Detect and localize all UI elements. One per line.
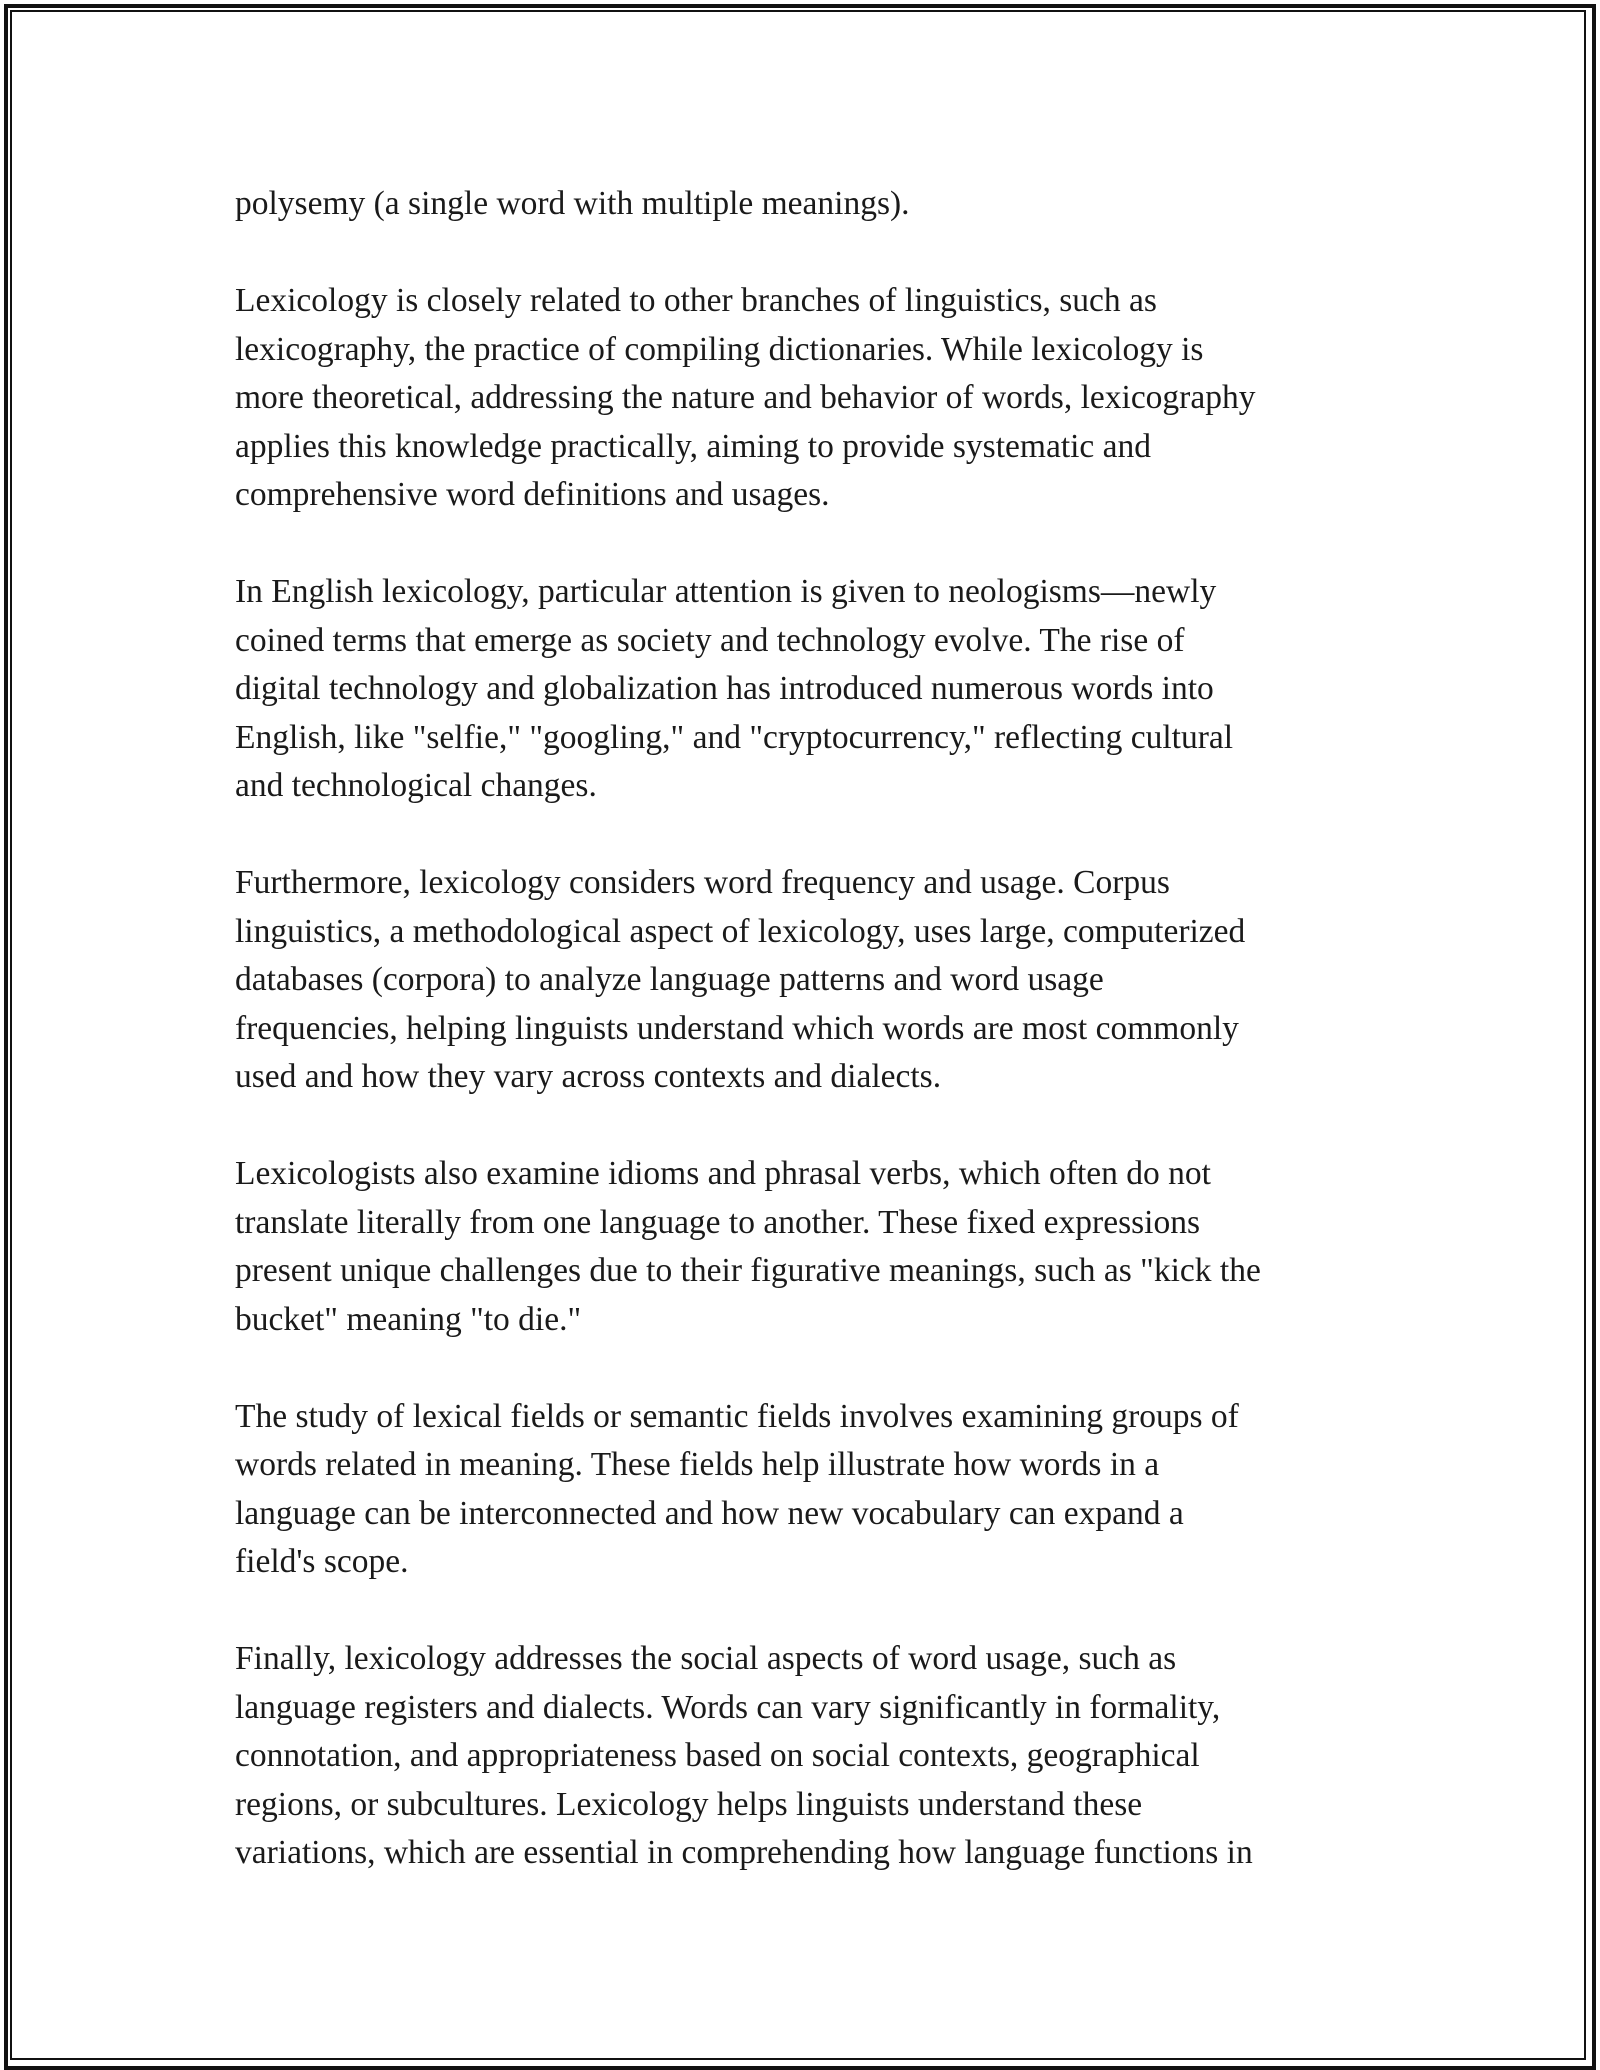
text-line: translate literally from one language to another. These fixed expressions (235, 1203, 1200, 1241)
text-line: comprehensive word definitions and usages. (235, 476, 830, 513)
text-line: Finally, lexicology addresses the social aspects of word usage, such as (235, 1640, 1177, 1677)
paragraph-corpus-linguistics (235, 859, 1385, 1102)
text-line: words related in meaning. These fields help illustrate how words in a (235, 1446, 1160, 1483)
text-line: coined terms that emerge as society and technology evolve. The rise of (235, 621, 1185, 659)
text-line: polysemy (a single word with multiple meanings). (235, 185, 910, 222)
text-line: lexicography, the practice of compiling dictionaries. While lexicology is (235, 330, 1204, 368)
text-line: field's scope. (235, 1543, 409, 1580)
text-line: and technological changes. (235, 767, 597, 804)
text-line: The study of lexical fields or semantic fields involves examining groups of (235, 1397, 1239, 1435)
text-line: language can be interconnected and how new vocabulary can expand a (235, 1494, 1184, 1532)
text-line: more theoretical, addressing the nature and behavior of words, lexicography (235, 379, 1256, 416)
document-body (235, 180, 1385, 1878)
text-line: databases (corpora) to analyze language patterns and word usage (235, 961, 1104, 998)
paragraph-idioms (235, 1150, 1385, 1344)
text-line: regions, or subcultures. Lexicology helps linguists understand these (235, 1785, 1143, 1823)
paragraph-semantic-fields (235, 1393, 1385, 1587)
text-line: Furthermore, lexicology considers word frequency and usage. Corpus (235, 864, 1170, 901)
paragraph-polysemy-end (235, 180, 1385, 229)
text-line: Lexicology is closely related to other branches of linguistics, such as (235, 282, 1157, 319)
text-line: Lexicologists also examine idioms and phrasal verbs, which often do not (235, 1155, 1211, 1192)
text-line: bucket" meaning "to die." (235, 1300, 582, 1338)
paragraph-social-aspects (235, 1635, 1385, 1878)
text-line: frequencies, helping linguists understand which words are most commonly (235, 1009, 1239, 1047)
paragraph-lexicography (235, 277, 1385, 520)
text-line: connotation, and appropriateness based on social contexts, geographical (235, 1737, 1200, 1774)
text-line: In English lexicology, particular attention is given to neologisms—newly (235, 573, 1217, 610)
paragraph-neologisms (235, 568, 1385, 811)
text-line: variations, which are essential in comprehending how language functions in (235, 1834, 1253, 1871)
text-line: used and how they vary across contexts and dialects. (235, 1058, 942, 1095)
text-line: English, like "selfie," "googling," and "cryptocurrency," reflecting cultural (235, 718, 1234, 756)
text-line: linguistics, a methodological aspect of lexicology, uses large, computerized (235, 912, 1246, 950)
text-line: applies this knowledge practically, aiming to provide systematic and (235, 427, 1152, 465)
text-line: digital technology and globalization has introduced numerous words into (235, 670, 1214, 707)
text-line: language registers and dialects. Words can vary significantly in formality, (235, 1688, 1221, 1726)
text-line: present unique challenges due to their figurative meanings, such as "kick the (235, 1252, 1261, 1289)
